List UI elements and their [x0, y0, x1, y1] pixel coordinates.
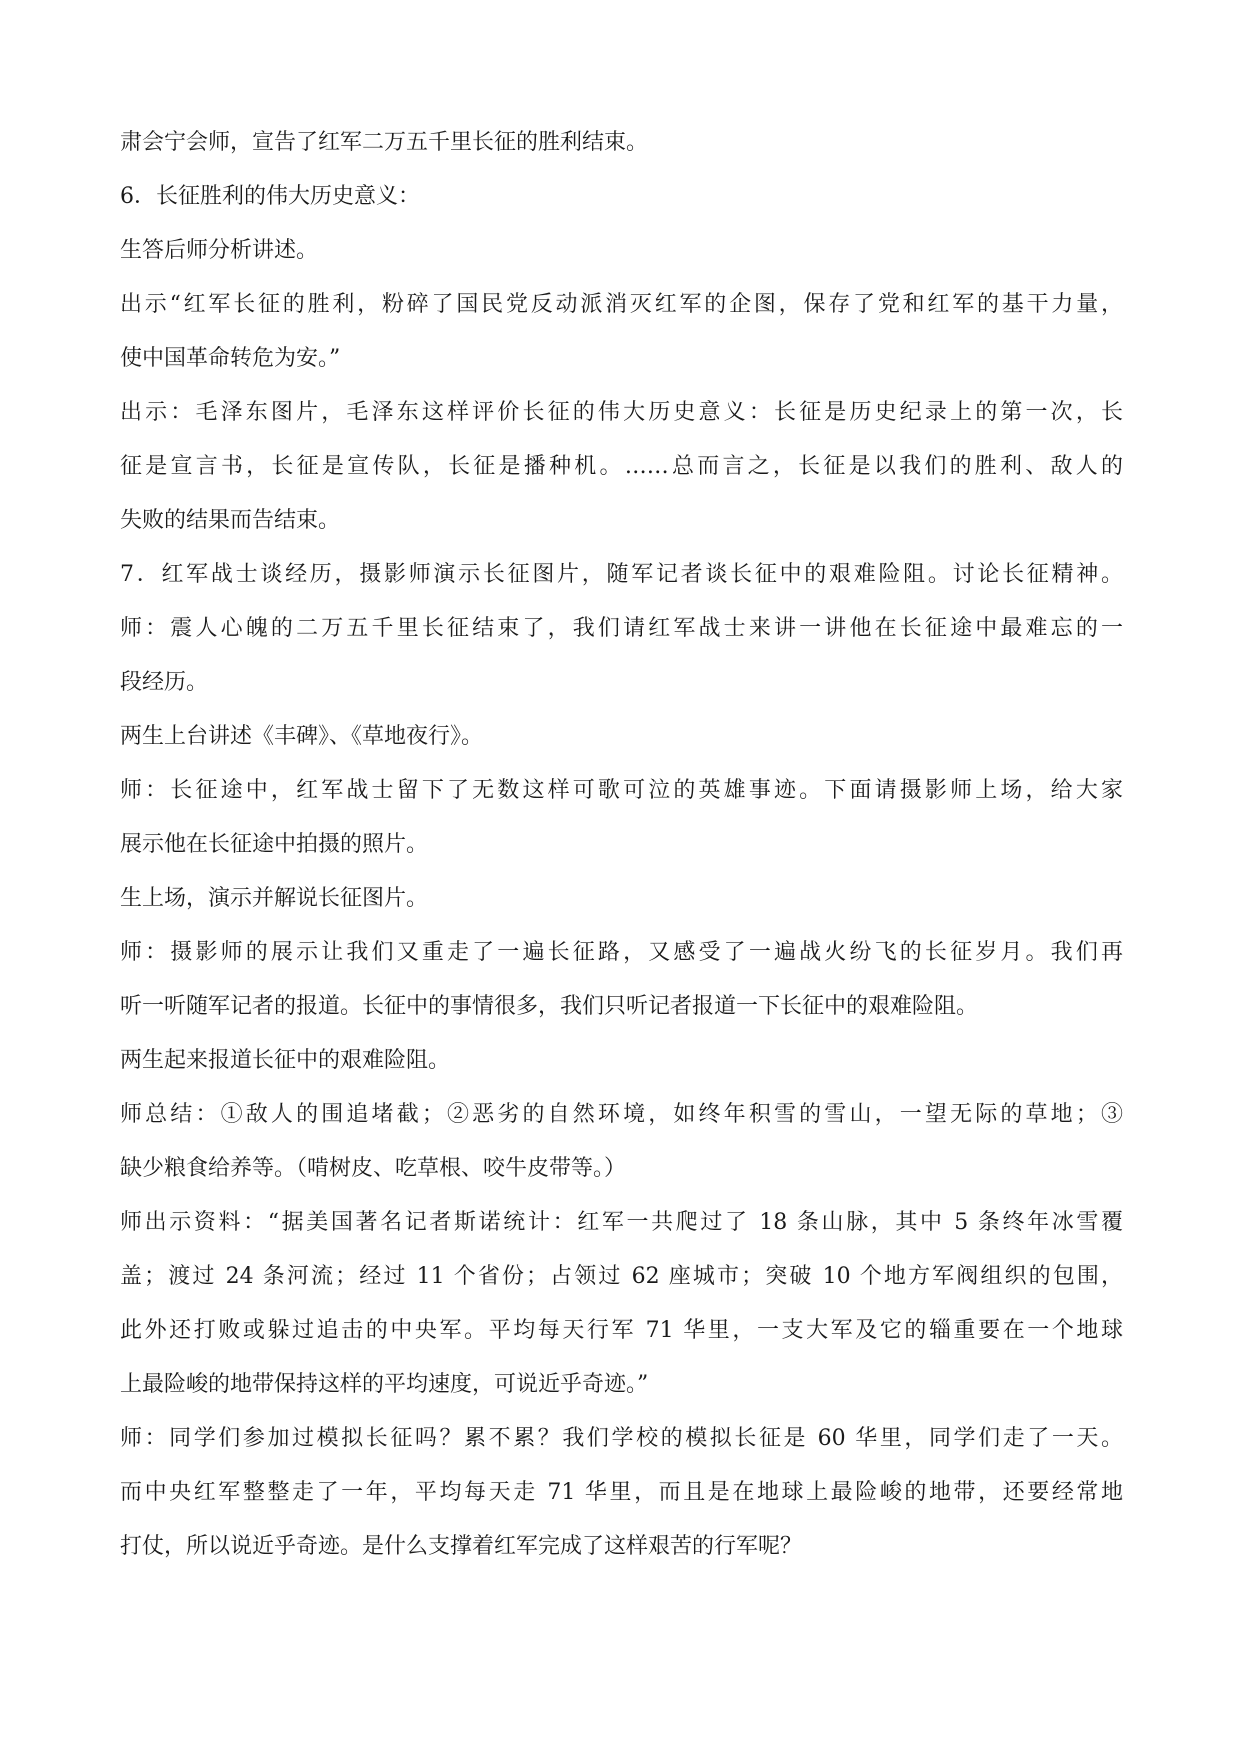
text-line: 出示“红军长征的胜利，粉碎了国民党反动派消灭红军的企图，保存了党和红军的基干力量，: [120, 292, 1123, 317]
text-line: 打仗，所以说近乎奇迹。是什么支撑着红军完成了这样艰苦的行军呢？: [120, 1534, 803, 1559]
text-line: 出示：毛泽东图片，毛泽东这样评价长征的伟大历史意义：长征是历史纪录上的第一次，长: [120, 400, 1123, 425]
text-line: 而中央红军整整走了一年，平均每天走 71 华里，而且是在地球上最险峻的地带，还要经常地: [120, 1480, 1123, 1505]
text-line: 展示他在长征途中拍摄的照片。: [120, 832, 429, 857]
text-line: 征是宣言书，长征是宣传队，长征是播种机。……总而言之，长征是以我们的胜利、敌人的: [120, 454, 1123, 479]
text-line: 缺少粮食给养等。（啃树皮、吃草根、咬牛皮带等。）: [120, 1156, 627, 1181]
text-line: 生上场，演示并解说长征图片。: [120, 886, 429, 911]
text-line: 失败的结果而告结束。: [120, 508, 341, 533]
text-line: 上最险峻的地带保持这样的平均速度，可说近乎奇迹。”: [120, 1372, 649, 1397]
document-page: [120, 128, 1123, 1586]
text-line: 师：长征途中，红军战士留下了无数这样可歌可泣的英雄事迹。下面请摄影师上场，给大家: [120, 778, 1123, 803]
section-heading: 6．长征胜利的伟大历史意义：: [120, 184, 420, 209]
text-line: 师总结：①敌人的围追堵截；②恶劣的自然环境，如终年积雪的雪山，一望无际的草地；③: [120, 1102, 1123, 1127]
text-line: 两生上台讲述《丰碑》、《草地夜行》。: [120, 724, 484, 749]
text-line: 使中国革命转危为安。”: [120, 346, 341, 371]
text-line: 师：震人心魄的二万五千里长征结束了，我们请红军战士来讲一讲他在长征途中最难忘的一: [120, 616, 1123, 641]
text-line: 此外还打败或躲过追击的中央军。平均每天行军 71 华里，一支大军及它的辎重要在一个地球: [120, 1318, 1123, 1343]
text-line: 盖；渡过 24 条河流；经过 11 个省份；占领过 62 座城市；突破 10 个地方军阀组织的包围，: [120, 1264, 1123, 1289]
text-line: 生答后师分析讲述。: [120, 238, 319, 263]
text-line: 段经历。: [120, 670, 209, 695]
text-line: 两生起来报道长征中的艰难险阻。: [120, 1048, 451, 1073]
text-line: 师出示资料：“据美国著名记者斯诺统计：红军一共爬过了 18 条山脉，其中 5 条终年冰雪覆: [120, 1210, 1123, 1235]
text-line: 师：摄影师的展示让我们又重走了一遍长征路，又感受了一遍战火纷飞的长征岁月。我们再: [120, 940, 1123, 965]
text-line: 师：同学们参加过模拟长征吗？累不累？我们学校的模拟长征是 60 华里，同学们走了一天。: [120, 1426, 1123, 1451]
text-line: 肃会宁会师，宣告了红军二万五千里长征的胜利结束。: [120, 130, 649, 155]
text-line: 听一听随军记者的报道。长征中的事情很多，我们只听记者报道一下长征中的艰难险阻。: [120, 994, 979, 1019]
section-heading: 7．红军战士谈经历，摄影师演示长征图片，随军记者谈长征中的艰难险阻。讨论长征精神。: [120, 562, 1123, 587]
